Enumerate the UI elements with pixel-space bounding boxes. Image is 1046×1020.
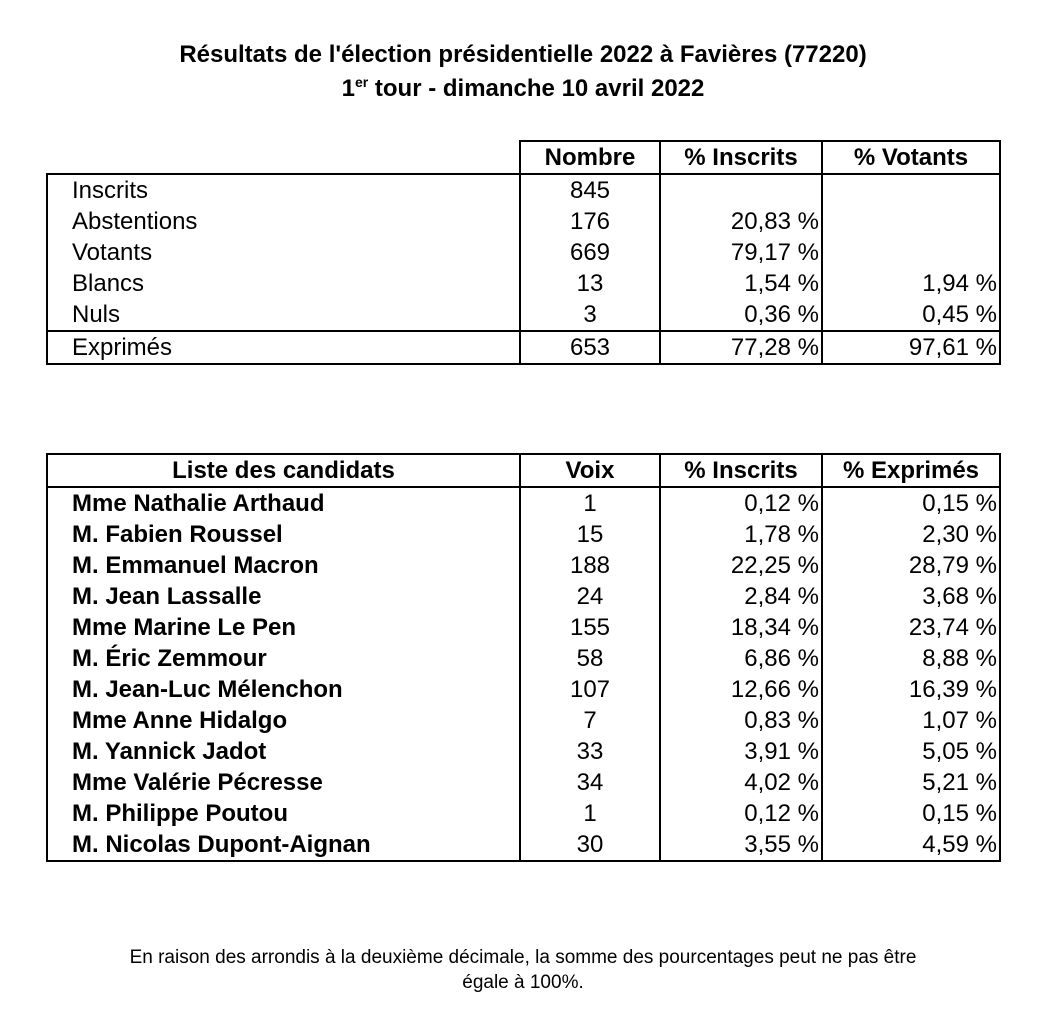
candidate-row xyxy=(47,612,1000,643)
candidate-cell-voix: 15 xyxy=(520,519,660,550)
summary-row xyxy=(47,174,1000,206)
candidate-row xyxy=(47,519,1000,550)
candidate-cell-name: M. Yannick Jadot xyxy=(47,736,520,767)
summary-cell-pct-votants: 0,45 % xyxy=(822,299,1000,331)
candidate-cell-name: M. Jean Lassalle xyxy=(47,581,520,612)
summary-table xyxy=(46,140,1001,365)
candidate-cell-voix: 155 xyxy=(520,612,660,643)
candidate-cell-name: M. Emmanuel Macron xyxy=(47,550,520,581)
candidate-cell-name: Mme Marine Le Pen xyxy=(47,612,520,643)
candidate-row xyxy=(47,829,1000,861)
subtitle-number: 1 xyxy=(341,75,355,102)
page-title: Résultats de l'élection présidentielle 2022 à Favières (77220) xyxy=(179,41,867,68)
candidate-cell-name: M. Nicolas Dupont-Aignan xyxy=(47,829,520,861)
summary-cell-label: Inscrits xyxy=(47,174,520,206)
candidates-header-pct-inscrits: % Inscrits xyxy=(660,454,822,487)
candidate-cell-voix: 7 xyxy=(520,705,660,736)
summary-cell-nombre: 669 xyxy=(520,237,660,268)
summary-cell-pct-inscrits xyxy=(660,174,822,206)
candidate-cell-pct-exprimes: 5,05 % xyxy=(822,736,1000,767)
footnote-line-1: En raison des arrondis à la deuxième décimale, la somme des pourcentages peut ne pas être xyxy=(129,947,917,968)
candidate-cell-pct-exprimes: 16,39 % xyxy=(822,674,1000,705)
summary-cell-label: Abstentions xyxy=(47,206,520,237)
candidate-cell-voix: 107 xyxy=(520,674,660,705)
summary-cell-label: Nuls xyxy=(47,299,520,331)
candidate-cell-pct-exprimes: 23,74 % xyxy=(822,612,1000,643)
summary-cell-label: Blancs xyxy=(47,268,520,299)
page-subtitle xyxy=(0,74,1046,104)
summary-cell-label: Votants xyxy=(47,237,520,268)
summary-header-nombre: Nombre xyxy=(520,141,660,174)
summary-row xyxy=(47,206,1000,237)
summary-cell-pct-inscrits: 1,54 % xyxy=(660,268,822,299)
summary-cell-nombre: 176 xyxy=(520,206,660,237)
candidate-cell-pct-exprimes: 28,79 % xyxy=(822,550,1000,581)
candidate-cell-voix: 1 xyxy=(520,487,660,519)
summary-cell-pct-votants xyxy=(822,237,1000,268)
candidate-cell-name: M. Jean-Luc Mélenchon xyxy=(47,674,520,705)
candidate-cell-pct-inscrits: 18,34 % xyxy=(660,612,822,643)
candidate-cell-pct-exprimes: 2,30 % xyxy=(822,519,1000,550)
summary-header-pct-votants: % Votants xyxy=(822,141,1000,174)
candidate-cell-voix: 30 xyxy=(520,829,660,861)
candidate-cell-voix: 33 xyxy=(520,736,660,767)
summary-cell-pct-inscrits: 77,28 % xyxy=(660,331,822,364)
summary-row xyxy=(47,299,1000,331)
candidate-cell-voix: 24 xyxy=(520,581,660,612)
candidate-cell-pct-inscrits: 6,86 % xyxy=(660,643,822,674)
candidate-cell-name: M. Philippe Poutou xyxy=(47,798,520,829)
candidate-cell-pct-inscrits: 22,25 % xyxy=(660,550,822,581)
candidate-cell-voix: 188 xyxy=(520,550,660,581)
candidate-cell-voix: 1 xyxy=(520,798,660,829)
summary-header-row xyxy=(47,141,1000,174)
summary-cell-pct-inscrits: 79,17 % xyxy=(660,237,822,268)
candidates-header-row xyxy=(47,454,1000,487)
summary-cell-pct-votants xyxy=(822,174,1000,206)
candidate-cell-name: M. Éric Zemmour xyxy=(47,643,520,674)
candidate-cell-pct-inscrits: 1,78 % xyxy=(660,519,822,550)
candidate-cell-pct-inscrits: 2,84 % xyxy=(660,581,822,612)
summary-row xyxy=(47,331,1000,364)
summary-cell-pct-inscrits: 20,83 % xyxy=(660,206,822,237)
summary-header-pct-inscrits: % Inscrits xyxy=(660,141,822,174)
candidate-cell-pct-inscrits: 3,55 % xyxy=(660,829,822,861)
candidate-cell-pct-inscrits: 12,66 % xyxy=(660,674,822,705)
candidate-row xyxy=(47,487,1000,519)
summary-cell-nombre: 845 xyxy=(520,174,660,206)
candidate-row xyxy=(47,798,1000,829)
candidate-cell-voix: 34 xyxy=(520,767,660,798)
subtitle-text: tour - dimanche 10 avril 2022 xyxy=(368,75,705,102)
candidates-header-voix: Voix xyxy=(520,454,660,487)
summary-header-empty xyxy=(47,141,520,174)
candidates-table xyxy=(46,453,1001,862)
candidate-row xyxy=(47,674,1000,705)
summary-cell-pct-votants: 97,61 % xyxy=(822,331,1000,364)
candidate-cell-pct-inscrits: 0,83 % xyxy=(660,705,822,736)
summary-row xyxy=(47,268,1000,299)
candidate-row xyxy=(47,643,1000,674)
subtitle-superscript: er xyxy=(354,74,369,90)
candidate-cell-pct-exprimes: 1,07 % xyxy=(822,705,1000,736)
candidate-cell-name: Mme Anne Hidalgo xyxy=(47,705,520,736)
candidate-cell-pct-exprimes: 4,59 % xyxy=(822,829,1000,861)
candidate-cell-pct-inscrits: 3,91 % xyxy=(660,736,822,767)
candidate-cell-pct-inscrits: 4,02 % xyxy=(660,767,822,798)
candidate-cell-pct-exprimes: 3,68 % xyxy=(822,581,1000,612)
candidate-cell-pct-exprimes: 0,15 % xyxy=(822,487,1000,519)
candidate-row xyxy=(47,705,1000,736)
candidate-cell-name: M. Fabien Roussel xyxy=(47,519,520,550)
summary-cell-pct-votants: 1,94 % xyxy=(822,268,1000,299)
candidate-row xyxy=(47,767,1000,798)
candidate-cell-name: Mme Nathalie Arthaud xyxy=(47,487,520,519)
summary-cell-nombre: 3 xyxy=(520,299,660,331)
candidate-row xyxy=(47,736,1000,767)
footnote-line-2: égale à 100%. xyxy=(462,972,584,993)
candidates-header-name: Liste des candidats xyxy=(47,454,520,487)
candidate-row xyxy=(47,550,1000,581)
candidate-cell-pct-exprimes: 8,88 % xyxy=(822,643,1000,674)
summary-cell-pct-votants xyxy=(822,206,1000,237)
summary-cell-nombre: 13 xyxy=(520,268,660,299)
candidate-cell-pct-inscrits: 0,12 % xyxy=(660,487,822,519)
summary-cell-pct-inscrits: 0,36 % xyxy=(660,299,822,331)
candidate-cell-pct-exprimes: 5,21 % xyxy=(822,767,1000,798)
candidates-header-pct-exprimes: % Exprimés xyxy=(822,454,1000,487)
candidate-cell-pct-exprimes: 0,15 % xyxy=(822,798,1000,829)
candidate-cell-voix: 58 xyxy=(520,643,660,674)
summary-cell-nombre: 653 xyxy=(520,331,660,364)
candidate-cell-name: Mme Valérie Pécresse xyxy=(47,767,520,798)
footnote xyxy=(0,945,1046,995)
summary-cell-label: Exprimés xyxy=(47,331,520,364)
summary-row xyxy=(47,237,1000,268)
candidate-cell-pct-inscrits: 0,12 % xyxy=(660,798,822,829)
candidate-row xyxy=(47,581,1000,612)
